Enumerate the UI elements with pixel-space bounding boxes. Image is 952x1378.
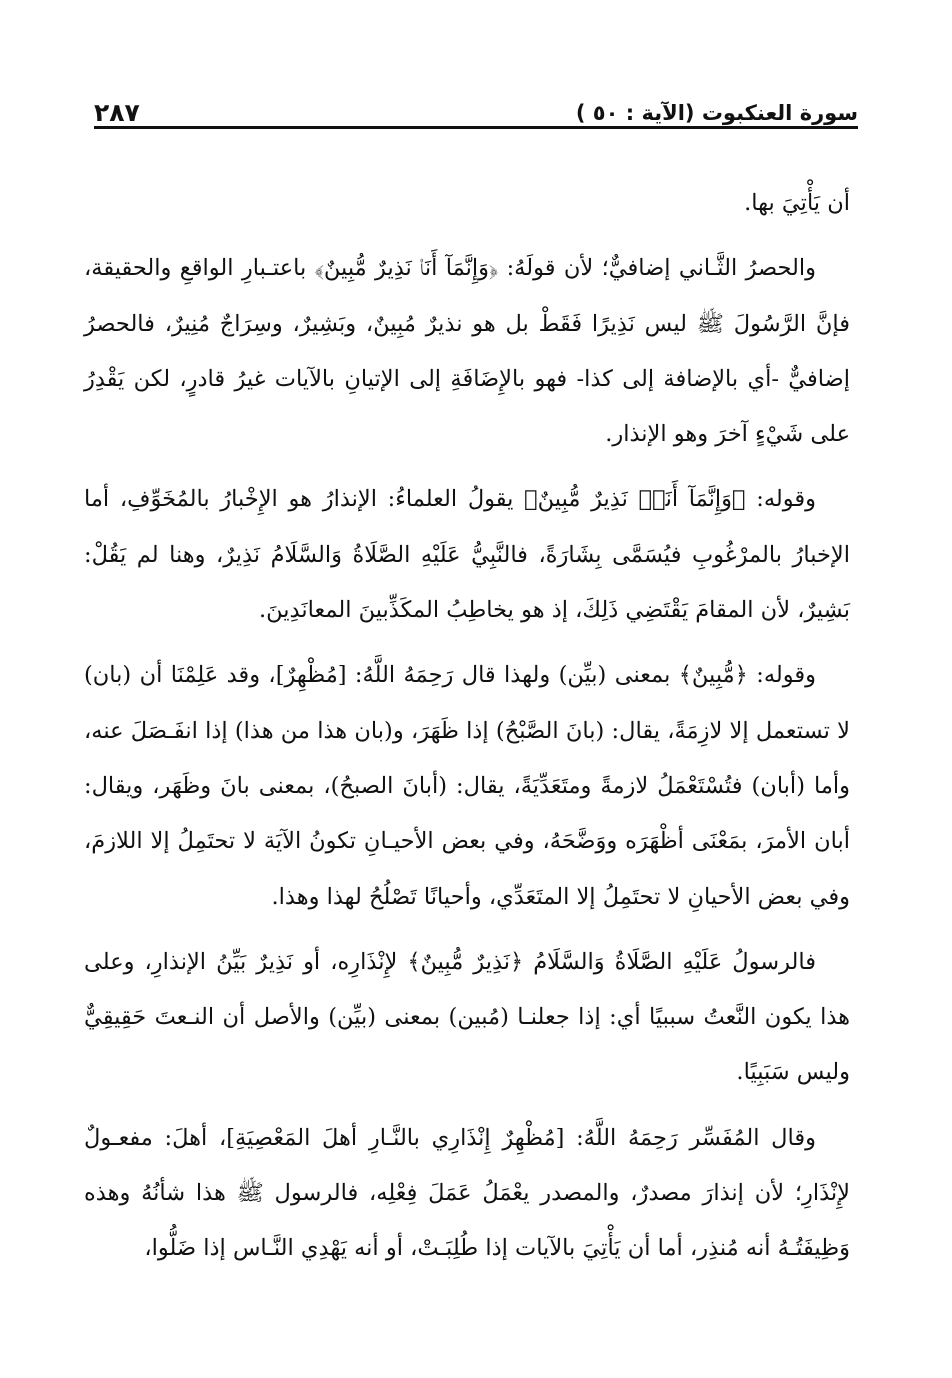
running-title: سورة العنكبوت (الآية : ٥٠ ) (575, 101, 858, 125)
page-body (84, 176, 850, 1287)
paragraph: والحصرُ الثَّـاني إضافيٌّ؛ لأن قولَهُ: ﴿وَإِنَّمَآ أَنَا۠ نَذِيرٌ مُّبِينٌ﴾ باعتـبارِ الواقعِ والحقيقة، فإنَّ الرَّسُولَ ﷺ ليس نَذِيرًا فَقَطْ بل هو نذيرٌ مُبِينٌ، وبَشِيرٌ، وسِرَاجٌ مُنِيرٌ، فالحصرُ إضافيٌّ -أي بالإضافة إلى كذا- فهو بالإِضَافَةِ إلى الإتيانِ بالآيات غيرُ قادرٍ، لكن يَقْدِرُ على شَيْءٍ آخرَ وهو الإنذار. (84, 255, 850, 448)
paragraph: أن يَأْتِيَ بها. (744, 190, 850, 216)
page-header (94, 88, 858, 128)
paragraph: وقوله: ﴿مُّبِينٌ﴾ بمعنى (بيِّن) ولهذا قال رَحِمَهُ اللَّهُ: [مُظْهِرٌ]، وقد عَلِمْنَا أن (بان) لا تستعمل إلا لازِمَةً، يقال: (بانَ الصَّبْحُ) إذا ظَهَرَ، و(بان هذا من هذا) إذا انفَـصَلَ عنه، وأما (أبان) فتُسْتَعْمَلُ لازمةً ومتَعَدِّيَةً، يقال: (أبانَ الصبحُ)، بمعنى بانَ وظَهَر، ويقال: أبان الأمرَ، بمَعْنَى أظْهَرَه ووَضَّحَهُ، وفي بعض الأحيـانِ تكونُ الآيَة لا تحتَمِلُ إلا اللازمَ، وفي بعض الأحيانِ لا تحتَمِلُ إلا المتَعَدِّي، وأحيانًا تَصْلُحُ لهذا وهذا. (84, 662, 850, 910)
page-number: ٢٨٧ (94, 98, 140, 127)
paragraph: وقال المُفَسِّر رَحِمَهُ اللَّهُ: [مُظْهِرٌ إِنْذَارِي بالنَّـارِ أهلَ المَعْصِيَةِ]، أهلَ: مفعـولٌ لإِنْذَارِ؛ لأن إنذارَ مصدرٌ، والمصدر يعْمَلُ عَمَلَ فِعْلِه، فالرسول ﷺ هذا شأنُهُ وهذه وَظِيفَتُـهُ أنه مُنذِر، أما أن يَأْتِيَ بالآيات إذا طُلِبَـتْ، أو أنه يَهْدِي النَّـاس إذا ضَلُّوا، (84, 1124, 850, 1262)
paragraph: وقوله: ﴿وَإِنَّمَآ أَنَا۠ نَذِيرٌ مُّبِينٌ﴾ يقولُ العلماءُ: الإنذارُ هو الإِخْبارُ بالمُخَوِّفِ، أما الإخبارُ بالمرْغُوبِ فيُسَمَّى بِشَارَةً، فالنَّبِيُّ عَلَيْهِ الصَّلَاةُ وَالسَّلَامُ نَذِيرٌ، وهنا لم يَقُلْ: بَشِيرٌ، لأن المقامَ يَقْتَضِي ذَلِكَ، إذ هو يخاطِبُ المكَذِّبينَ المعانَدِينَ. (84, 486, 850, 624)
paragraph: فالرسولُ عَلَيْهِ الصَّلَاةُ وَالسَّلَامُ ﴿نَذِيرٌ مُّبِينٌ﴾ لإِنْذَارِه، أو نَذِيرٌ بَيِّنُ الإنذارِ، وعلى هذا يكون النَّعتُ سببيًا أي: إذا جعلنـا (مُبين) بمعنى (بيِّن) والأصل أن النـعتَ حَقِيقِيٌّ وليس سَبَبِيًا. (84, 948, 850, 1086)
header-rule (94, 126, 858, 129)
